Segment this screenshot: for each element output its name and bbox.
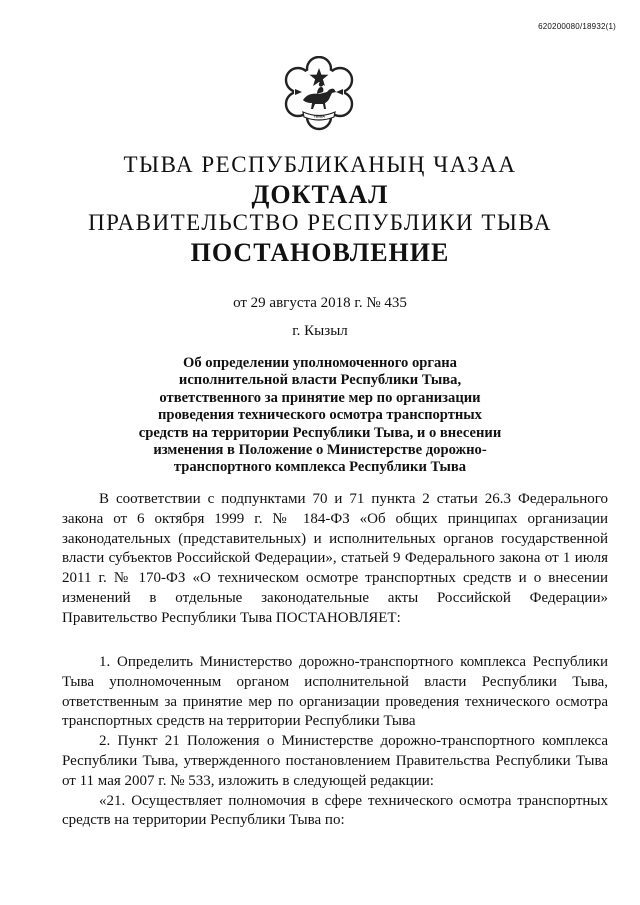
document-city: г. Кызыл [292, 323, 348, 339]
header-russian-doctype: ПОСТАНОВЛЕНИЕ [190, 238, 450, 267]
document-title [100, 355, 540, 477]
title-line: ответственного за принятие мер по организации [159, 389, 481, 406]
document-number: 620200080/18932(1) [538, 22, 616, 31]
title-line: Об определении уполномоченного органа [183, 355, 457, 371]
title-line: средств на территории Республики Тыва, и о внесении [138, 424, 502, 441]
tuva-coat-of-arms-icon [281, 56, 357, 132]
resolution-items [62, 653, 608, 831]
item-2-quote-paragraph: «21. Осуществляет полномочия в сфере технического осмотра транспортных средств на территории Республики Тыва по: [62, 792, 608, 829]
emblem-ribbon-text: ТЫВА [313, 113, 325, 119]
document-date-number: от 29 августа 2018 г. № 435 [233, 295, 407, 311]
title-line: изменения в Положение о Министерстве дорожно- [153, 442, 487, 459]
title-line: исполнительной власти Республики Тыва, [178, 372, 462, 389]
item-2-paragraph: 2. Пункт 21 Положения о Министерстве дорожно-транспортного комплекса Республики Тыва, утвержденного постановлением Правительства Республики Тыва от 11 мая 2007 г. № 533, изложить в следующей редакции: [62, 733, 608, 789]
header-russian-government: ПРАВИТЕЛЬСТВО РЕСПУБЛИКИ ТЫВА [88, 210, 552, 235]
preamble-section [62, 490, 608, 629]
title-line: транспортного комплекса Республики Тыва [173, 459, 467, 476]
preamble-paragraph: В соответствии с подпунктами 70 и 71 пункта 2 статьи 26.3 Федерального закона от 6 октября 1999 г. № 184-ФЗ «Об общих принципах организации законодательных (представительных) и исполнительных органов государственной власти субъектов Российской Федерации», статьей 9 Федерального закона от 1 июля 2011 г. № 170-ФЗ «О техническом осмотре транспортных средств и о внесении изменений в отдельные законодательные акты Российской Федерации» Правительство Республики Тыва ПОСТАНОВЛЯЕТ: [62, 491, 608, 626]
header-tuvan-government: ТЫВА РЕСПУБЛИКАНЫҢ ЧАЗАА [123, 152, 517, 177]
header-tuvan-doctype: ДОКТААЛ [251, 180, 389, 209]
item-1-paragraph: 1. Определить Министерство дорожно-транспортного комплекса Республики Тыва уполномоченным органом исполнительной власти Республики Тыва, ответственным за принятие мер по организации проведения технического осмотра транспортных средств на территории Республики Тыва [62, 654, 608, 730]
title-line: проведения технического осмотра транспортных [158, 407, 482, 424]
